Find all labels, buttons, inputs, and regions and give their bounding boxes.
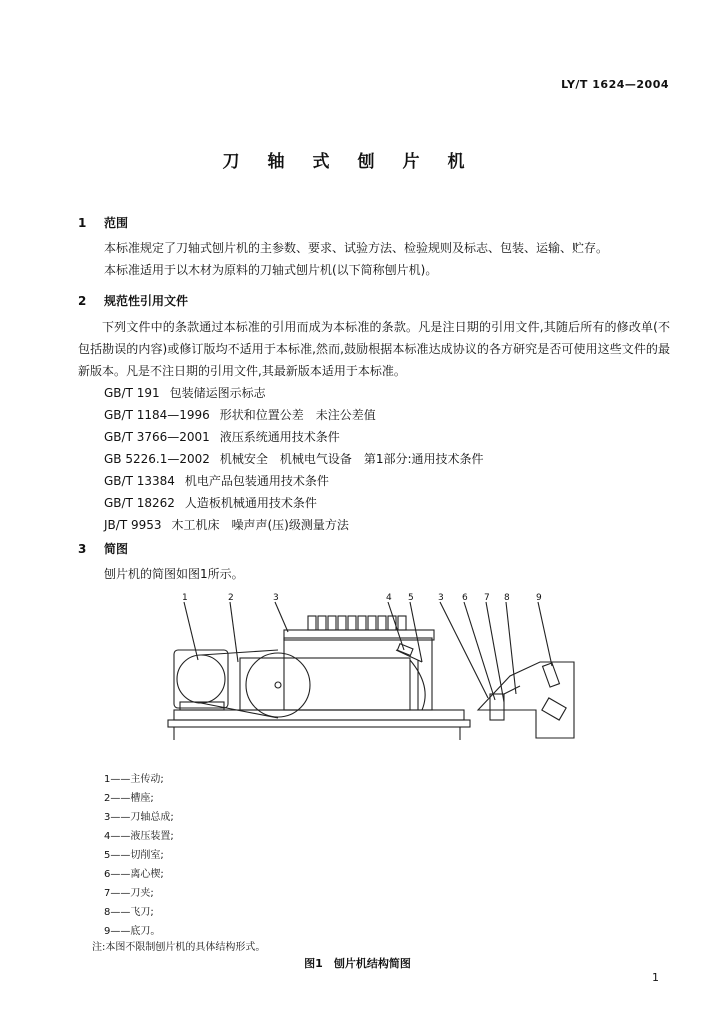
reference-item — [104, 384, 266, 401]
figure-note: 注:本图不限制刨片机的具体结构形式。 — [92, 942, 266, 953]
scope-paragraph-2: 本标准适用于以木材为原料的刀轴式刨片机(以下简称刨片机)。 — [104, 263, 438, 277]
scope-paragraph-1: 本标准规定了刀轴式刨片机的主参数、要求、试验方法、检验规则及标志、包装、运输、贮存。 — [104, 241, 609, 255]
callout-3b: 3 — [438, 593, 444, 603]
reference-item — [104, 472, 329, 489]
section-title: 简图 — [104, 542, 129, 556]
base-frame — [174, 710, 464, 720]
section-1-heading — [78, 214, 128, 231]
legend-item: 7——刀夹; — [104, 888, 154, 899]
section-number: 2 — [78, 294, 87, 308]
legend-item: 9——底刀。 — [104, 926, 161, 937]
knife-detail — [478, 662, 574, 738]
reference-code: GB/T 1184—1996 — [104, 408, 210, 422]
drive-belt — [201, 650, 278, 655]
section-title: 范围 — [104, 216, 129, 230]
callout-9: 9 — [536, 593, 542, 603]
reference-item — [104, 406, 376, 423]
reference-code: GB/T 191 — [104, 386, 160, 400]
reference-item — [104, 494, 317, 511]
section-number: 3 — [78, 542, 87, 556]
reference-code: GB/T 18262 — [104, 496, 175, 510]
reference-title: 木工机床 噪声声(压)级测量方法 — [171, 518, 349, 532]
reference-item — [104, 516, 349, 533]
reference-item — [104, 450, 484, 467]
reference-title: 包装储运图示标志 — [169, 386, 266, 400]
document-title: 刀轴式刨片机 — [222, 152, 493, 172]
motor-pulley — [177, 655, 225, 703]
legend-item: 2——槽座; — [104, 793, 154, 804]
reference-item — [104, 428, 340, 445]
knife-shaft-pulley — [246, 653, 310, 717]
section-title: 规范性引用文件 — [104, 294, 189, 308]
section-number: 1 — [78, 216, 87, 230]
page-number: 1 — [652, 971, 659, 984]
callout-8: 8 — [504, 593, 510, 603]
diagram-intro: 刨片机的简图如图1所示。 — [104, 567, 244, 581]
callout-4: 4 — [386, 593, 392, 603]
callout-3: 3 — [273, 593, 279, 603]
top-comb — [308, 616, 406, 630]
legend-item: 4——液压装置; — [104, 831, 174, 842]
base-plinth — [168, 720, 470, 727]
callout-2: 2 — [228, 593, 234, 603]
trough-seat — [240, 658, 410, 710]
main-drive-motor — [174, 650, 228, 708]
legend-item: 6——离心楔; — [104, 869, 164, 880]
legend-item: 1——主传动; — [104, 774, 164, 785]
section-3-heading — [78, 540, 128, 557]
planer-schematic-figure — [160, 590, 590, 762]
callout-1: 1 — [182, 593, 188, 603]
references-intro-paragraph: 下列文件中的条款通过本标准的引用而成为本标准的条款。凡是注日期的引用文件,其随后所有的修改单(不包括勘误的内容)或修订版均不适用于本标准,然而,鼓励根据本标准达成协议的各方研究是否可使用这些文件的最新版本。凡是不注日期的引用文件,其最新版本适用于本标准。 — [78, 320, 670, 378]
legend-item: 8——飞刀; — [104, 907, 154, 918]
reference-code: GB 5226.1—2002 — [104, 452, 210, 466]
reference-code: GB/T 13384 — [104, 474, 175, 488]
standard-number: LY/T 1624—2004 — [561, 78, 669, 91]
reference-title: 机械安全 机械电气设备 第1部分:通用技术条件 — [219, 452, 484, 466]
reference-title: 人造板机械通用技术条件 — [184, 496, 317, 510]
callout-6: 6 — [462, 593, 468, 603]
reference-code: GB/T 3766—2001 — [104, 430, 210, 444]
reference-title: 机电产品包装通用技术条件 — [184, 474, 329, 488]
legend-item: 5——切削室; — [104, 850, 164, 861]
reference-title: 液压系统通用技术条件 — [219, 430, 340, 444]
callout-7: 7 — [484, 593, 490, 603]
callout-5: 5 — [408, 593, 414, 603]
legend-item: 3——刀轴总成; — [104, 812, 174, 823]
section-2-heading — [78, 292, 188, 309]
figure-caption: 图1 刨片机结构简图 — [304, 957, 411, 970]
reference-code: JB/T 9953 — [104, 518, 162, 532]
reference-title: 形状和位置公差 未注公差值 — [219, 408, 376, 422]
